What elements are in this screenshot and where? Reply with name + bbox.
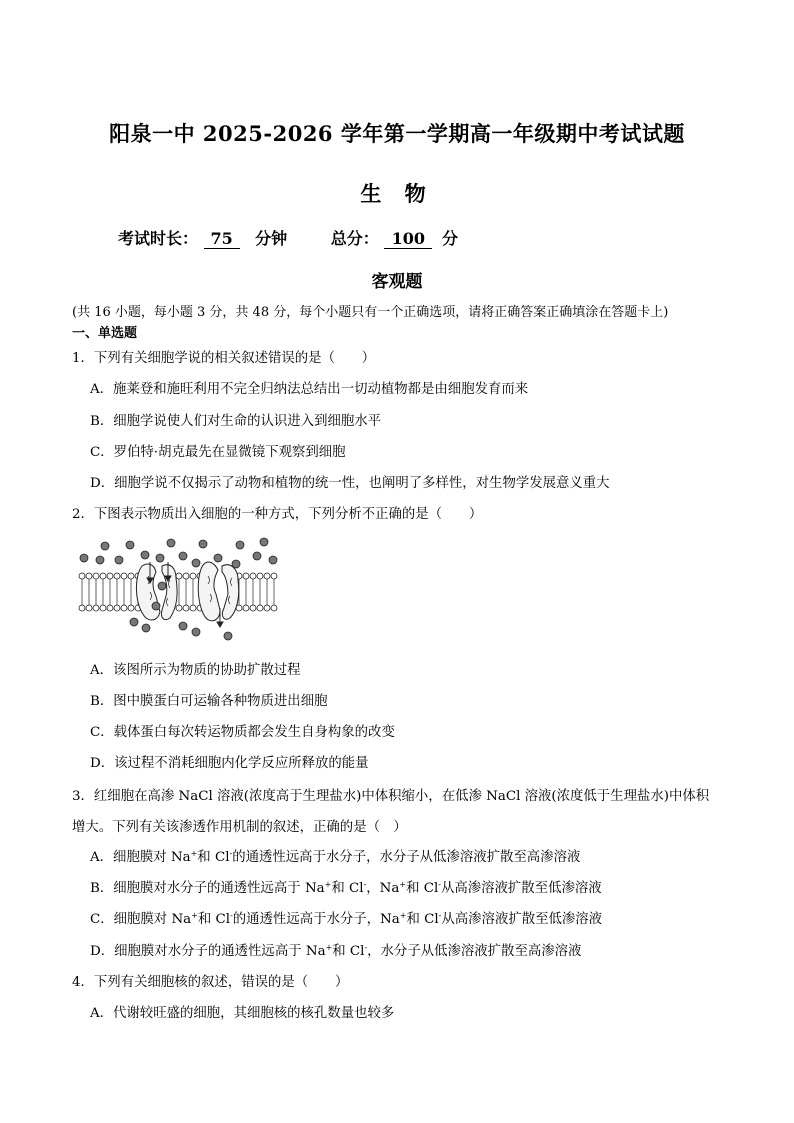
carrier-protein-1 <box>136 564 177 620</box>
phospholipid-heads-bottom <box>79 605 277 611</box>
question-3-stem-line-1: 3．红细胞在高渗 NaCl 溶液(浓度高于生理盐水)中体积缩小，在低渗 NaCl 溶液(浓度低于生理盐水)中体积 <box>72 789 710 804</box>
score-value: 100 <box>384 230 432 249</box>
question-4-stem: 4．下列有关细胞核的叙述，错误的是（ ） <box>72 975 349 990</box>
question-2-option-d[interactable]: D．该过程不消耗细胞内化学反应所释放的能量 <box>90 756 369 771</box>
membrane-transport-figure <box>78 536 280 644</box>
duration-label: 考试时长： <box>118 229 199 248</box>
question-2-option-b[interactable]: B．图中膜蛋白可运输各种物质进出细胞 <box>90 694 328 709</box>
question-1-stem: 1．下列有关细胞学说的相关叙述错误的是（ ） <box>72 351 376 366</box>
question-1-option-a[interactable]: A．施莱登和施旺利用不完全归纳法总结出一切动植物都是由细胞发育而来 <box>90 382 529 397</box>
question-3-option-a[interactable]: A．细胞膜对 Na+和 Cl-的通透性远高于水分子，水分子从低渗溶液扩散至高渗溶液 <box>90 849 581 865</box>
score-unit: 分 <box>441 229 458 248</box>
phospholipid-heads-top <box>79 573 277 579</box>
exam-info <box>118 226 458 249</box>
subject-title: 生 物 <box>360 181 434 206</box>
question-3-option-d[interactable]: D．细胞膜对水分子的通透性远高于 Na+和 Cl-，水分子从低渗溶液扩散至高渗溶液 <box>90 943 582 959</box>
question-1-option-c[interactable]: C．罗伯特·胡克最先在显微镜下观察到细胞 <box>90 445 346 460</box>
section-instructions: (共 16 小题，每小题 3 分，共 48 分，每个小题只有一个正确选项，请将正确答案正确填涂在答题卡上) <box>72 305 669 320</box>
question-2-option-a[interactable]: A．该图所示为物质的协助扩散过程 <box>90 663 301 678</box>
question-3-stem-line-2: 增大。下列有关该渗透作用机制的叙述，正确的是（ ） <box>72 820 407 835</box>
question-3-option-b[interactable]: B．细胞膜对水分子的通透性远高于 Na+和 Cl-，Na+和 Cl-从高渗溶液扩散至低渗溶液 <box>90 880 602 896</box>
carrier-protein-2 <box>198 562 238 621</box>
exam-title: 阳泉一中 2025-2026 学年第一学期高一年级期中考试试题 <box>109 121 685 146</box>
duration-value: 75 <box>204 230 240 249</box>
question-2-stem: 2．下图表示物质出入细胞的一种方式，下列分析不正确的是（ ） <box>72 507 483 522</box>
question-3-option-c[interactable]: C．细胞膜对 Na+和 Cl-的通透性远高于水分子，Na+和 Cl-从高渗溶液扩散至低渗溶液 <box>90 911 603 927</box>
duration-unit: 分钟 <box>255 229 288 248</box>
question-4-option-a[interactable]: A．代谢较旺盛的细胞，其细胞核的核孔数量也较多 <box>90 1006 395 1021</box>
question-2-option-c[interactable]: C．载体蛋白每次转运物质都会发生自身构象的改变 <box>90 725 395 740</box>
question-1-option-d[interactable]: D．细胞学说不仅揭示了动物和植物的统一性，也阐明了多样性，对生物学发展意义重大 <box>90 476 610 491</box>
score-label: 总分： <box>330 229 379 248</box>
outside-molecules <box>80 538 277 568</box>
part-heading: 一、单选题 <box>72 326 138 341</box>
inside-molecules <box>130 618 232 640</box>
section-title: 客观题 <box>371 272 423 292</box>
question-1-option-b[interactable]: B．细胞学说使人们对生命的认识进入到细胞水平 <box>90 414 382 429</box>
phospholipid-tails <box>82 579 274 605</box>
